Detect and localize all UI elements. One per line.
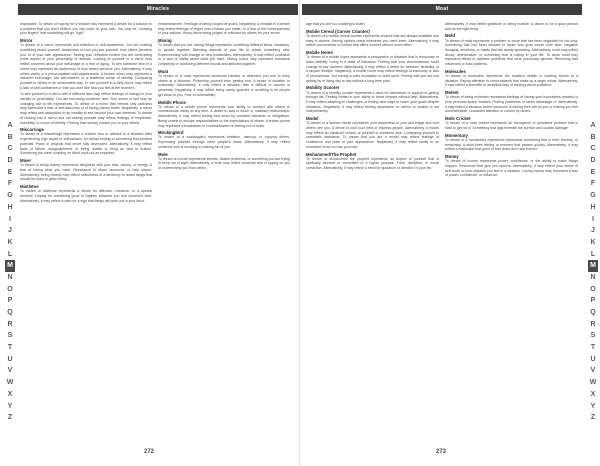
index-letter-d[interactable]: D: [590, 157, 596, 165]
index-letter-a[interactable]: A: [7, 122, 13, 129]
dictionary-entry: [445, 69, 578, 88]
index-letter-e[interactable]: E: [590, 168, 596, 176]
index-letter-v[interactable]: V: [590, 367, 596, 375]
index-letter-k[interactable]: K: [590, 238, 596, 246]
index-letter-w[interactable]: W: [6, 379, 14, 387]
index-letter-m[interactable]: M: [588, 260, 598, 272]
entry-text: To dream of a mobile phone represents your ability to connect with others or communicate easily at any time. A desire to stay in touch or maintain relationships. Alternatively, it may reflect feeling tied down by constant demands or obligations. Being unable to escape responsibilities or the expectations of others. A broken phone may represent a breakdown in communication or feeling out of touch.: [158, 104, 290, 128]
index-letter-y[interactable]: Y: [590, 402, 596, 410]
dictionary-entry: [306, 22, 439, 27]
entry-title: Mobile Home: [306, 50, 333, 56]
index-letter-o[interactable]: O: [7, 285, 13, 293]
index-letter-i[interactable]: I: [9, 215, 11, 223]
entry-text: To dream of a mirror represents self-reflection or self-awareness. You are noticing something about yourself. Awareness of how you see yourself, how others perceive you, or of your own appearance. Seeing your reflection means you are confronting some aspect of your personality or attitude. Looking at yourself in a mirror may reflect concerns about your self-image or a fear of aging. To see someone else in a mirror may represent an awareness of how others perceive you. Alternatively, it may reflect vanity or a preoccupation with appearances. A broken mirror may represent a distorted self-image, low self-esteem, or a shattered sense of identity. Comparing yourself to others in an unfavorable way. To see yourself in a dirty mirror may reflect a lack of self-confidence or that you don't like how you feel at the moment.: [20, 43, 152, 90]
entry-text: To dream of a fashion model represents your awareness of your self-image and how others see you. A desire to look your best or impress people. Alternatively, a model may reflect an idealized version of yourself or someone else. Comparing yourself to unrealistic standards. To dream that you are a model may reflect feelings of confidence and pride in your appearance. Negatively, it may reflect vanity or an excessive focus on how you look.: [306, 121, 439, 149]
dictionary-entry: [306, 85, 439, 114]
index-letter-x[interactable]: X: [7, 390, 13, 398]
entry-text: To dream of a moat represents emotional barriers or defenses you use to keep others at a distance. Protecting yourself from getting hurt. A sense of isolation or exclusivity. Alternatively, it may reflect a situation that is difficult to access or penetrate. Negatively, it may reflect being overly guarded or unwilling to let people get close to you. Fear of vulnerability.: [158, 74, 290, 97]
dictionary-entry: [20, 92, 152, 125]
dictionary-entry: [445, 33, 578, 66]
index-letter-i[interactable]: I: [592, 215, 594, 223]
entry-text: To dream of a mole represents secrets, hidden problems, or something you are trying to keep out of sight. Alternatively, a mole may reflect someone who is spying on you or undermining you from within.: [158, 156, 290, 171]
index-letter-k[interactable]: K: [7, 238, 13, 246]
index-letter-z[interactable]: Z: [590, 414, 596, 422]
entry-text: To dream of money represents power, confidence, or the ability to make things happen. Resources that give you options. Alternatively, it may reflect your sense of self-worth or how valuable you feel in a situation. Losing money may represent a loss of power, confidence, or influence.: [445, 159, 578, 178]
dictionary-entry: [158, 69, 290, 98]
entry-title: Miscarriage: [20, 127, 44, 133]
index-letter-p[interactable]: P: [590, 297, 596, 305]
entry-title: Molest: [445, 90, 459, 96]
index-letter-x[interactable]: X: [590, 390, 596, 398]
entry-text: To dream of mistletoe represents a desire for affection, romance, or a special moment. Hoping for something good to happen between you and someone else. Alternatively, it may reflect a wish for a sign that things will work out in your favor.: [20, 189, 152, 203]
index-letter-a[interactable]: A: [590, 122, 596, 129]
entry-title: Mold: [445, 33, 456, 39]
entry-text: To dream of a mockingbird represents imitation, mimicry, or copying others. Expressing yourself through other people's ideas. Alternatively, it may reflect someone who is mocking or making fun of you.: [158, 135, 290, 149]
index-letter-j[interactable]: J: [8, 227, 12, 235]
dictionary-entry: [20, 38, 152, 90]
entry-title: Mobility Scooter: [306, 85, 340, 91]
dictionary-entry: [20, 184, 152, 203]
entry-text: To dream of a momentary experience represents something that is brief, fleeting, or temporary. A short-lived feeling or moment that passes quickly. Alternatively, it may reflect a realization that good or bad times don't last forever.: [445, 137, 578, 152]
entry-title: Mole Cricket: [445, 116, 471, 122]
index-letter-h[interactable]: H: [590, 203, 596, 211]
index-letter-e[interactable]: E: [7, 168, 13, 176]
index-letter-o[interactable]: O: [590, 285, 596, 293]
index-letter-d[interactable]: D: [7, 157, 13, 165]
index-letter-r[interactable]: R: [590, 320, 596, 328]
entry-text: To dream of mold represents a problem or issue that has been neglected for too long. Something that has been allowed to fester and grow worse over time. Negative thoughts, emotions, or habits that are slowly spreading. Alternatively, mold may reflect decay, deterioration, or something that is rotting in your life. To clean mold may represent efforts to address problems that were previously ignored. Removing bad influences or toxic patterns.: [445, 38, 578, 67]
dictionary-entry: [445, 22, 578, 31]
index-letter-j[interactable]: J: [591, 227, 595, 235]
dictionary-entry: [445, 133, 578, 152]
right-page-number: 273: [436, 449, 447, 455]
dictionary-entry: [158, 100, 290, 129]
alphabet-index-right: [588, 120, 598, 424]
index-letter-v[interactable]: V: [7, 367, 13, 375]
right-page-columns: [306, 22, 578, 180]
index-letter-m[interactable]: M: [5, 260, 15, 272]
index-letter-n[interactable]: N: [590, 273, 596, 281]
right-column-1: [306, 22, 439, 180]
entry-title: Moat: [158, 68, 169, 74]
dictionary-entry: [445, 90, 578, 114]
entry-title: Mockingbird: [158, 130, 184, 136]
entry-text: To dream of a miscarriage represents a sudden loss or setback in a situation after experiencing high hopes or enthusiasm. An abrupt ending to something that showed potential. Plans or projects that never fully developed. Alternatively, it may reflect fears of failure, disappointment, or being unable to bring an idea to fruition. Something you were counting on didn't work out as expected.: [20, 132, 152, 156]
entry-text: age that you are too unwilling to listen.: [306, 22, 366, 26]
index-letter-b[interactable]: B: [590, 133, 596, 141]
entry-title: Mixing: [158, 38, 172, 44]
entry-text: To dream of Mohammed the prophet represents an aspect of yourself that is spiritually devoted or committed to a higher purpose. Faith, discipline, or moral conviction. Alternatively, it may reflect a need for guidance or direction in your life.: [306, 156, 439, 171]
dictionary-entry: [445, 154, 578, 178]
index-letter-n[interactable]: N: [7, 273, 13, 281]
index-letter-w[interactable]: W: [589, 379, 597, 387]
entry-title: Miser: [20, 157, 32, 163]
left-page-number: 272: [144, 449, 155, 455]
dictionary-entry: [306, 152, 439, 171]
index-letter-c[interactable]: C: [7, 145, 13, 153]
dictionary-entry: [20, 158, 152, 182]
dictionary-entry: [306, 29, 439, 48]
left-column-1: [20, 22, 152, 205]
dictionary-entry: [306, 50, 439, 83]
alphabet-index-left: [5, 120, 15, 424]
index-letter-f[interactable]: F: [590, 180, 596, 188]
right-page-header: Moat: [302, 4, 582, 15]
entry-title: Mistletoe: [20, 184, 39, 189]
index-letter-t[interactable]: T: [7, 344, 13, 352]
index-letter-q[interactable]: Q: [7, 309, 13, 316]
entry-title: Money: [445, 154, 459, 160]
dictionary-entry: [20, 22, 152, 36]
entry-title: Mobile Cereal (Corner Counter): [306, 28, 370, 34]
right-column-2: [445, 22, 578, 180]
index-letter-u[interactable]: U: [7, 355, 13, 363]
index-letter-l[interactable]: L: [7, 250, 13, 258]
index-letter-z[interactable]: Z: [7, 414, 13, 422]
index-letter-s[interactable]: S: [590, 332, 596, 340]
dictionary-entry: [445, 116, 578, 131]
entry-title: Molecules: [445, 68, 466, 74]
entry-text: To see yourself in a mirror with a different face may reflect feelings of change in your identity or personality. You are becoming someone new. Your sense of self may be changing due to life experiences. To dream of a mirror that reflects only darkness may symbolize a fear of self-discovery or of facing painful truths. Negatively, a mirror may reflect self-absorption or an inability to see beyond your own interests. To dream of looking into a mirror and not seeing yourself may reflect feelings of emptiness, invisibility, or a loss of identity. Feeling that nobody notices you or your efforts.: [20, 92, 152, 125]
entry-title: Mole: [158, 151, 168, 157]
dictionary-entry: [20, 127, 152, 156]
entry-text: To dream that you are mixing things represents combining different ideas, situations, or people together. Blending aspects of your life to create something new. Experimenting with change or new possibilities. Alternatively, it may reflect confusion or a lack of clarity about what you want. Mixing colors may represent emotional complexity or combining different moods and attitudes together.: [158, 43, 290, 67]
entry-text: To dream of a mobility scooter represents a need for assistance or support in getting through life. Feeling limited in your ability to move forward without help. Alternatively, it may reflect adapting to challenges or finding new ways to reach your goals despite obstacles. Negatively, it may reflect feeling dependent on others or unable to act independently.: [306, 90, 439, 114]
dictionary-entry: [158, 22, 290, 36]
index-letter-c[interactable]: C: [590, 145, 596, 153]
entry-text: impossible. To dream of hoping for a miracle may represent a desire for a solution to a problem that you don't believe you can solve on your own. You may be "crossing your fingers" that something will go "right.": [20, 22, 152, 36]
dictionary-entry: [158, 38, 290, 67]
index-letter-p[interactable]: P: [7, 297, 13, 305]
index-letter-h[interactable]: H: [7, 203, 13, 211]
entry-title: Mohammed/The Prophet: [306, 151, 357, 157]
entry-text: To dream of being miserly represents stinginess with your time, money, or energy. A fear of losing what you have. Reluctance to share resources or help others. Alternatively, being miserly may reflect selfishness or a tendency to hoard things that should be used or given freely.: [20, 163, 152, 182]
left-page-columns: [20, 22, 290, 205]
dictionary-entry: [158, 130, 290, 149]
entry-title: Mirror: [20, 38, 33, 44]
index-letter-g[interactable]: G: [590, 192, 596, 200]
entry-text: To dream of being molested represents feelings of having your boundaries violated or your personal space invaded. Feeling powerless or taken advantage of. Alternatively, it may reflect a situation where someone is forcing their will on you or making you feel uncomfortable. Unwanted attention or control by others.: [445, 95, 578, 114]
entry-title: Model: [306, 116, 319, 122]
index-letter-f[interactable]: F: [7, 180, 13, 188]
entry-text: To dream of a mobile home represents a perspective or situation that is temporary or lacks stability. Living in a state of transition. Feeling that your circumstances could change at any moment. Alternatively, it may reflect a desire for freedom, flexibility, or a simpler lifestyle. Negatively, a mobile home may reflect feelings of insecurity or lack of permanence. Not having a solid foundation to build upon. Feeling that you are just getting by or living day to day without a long-term plan.: [306, 55, 439, 83]
index-letter-l[interactable]: L: [590, 250, 596, 258]
entry-text: To dream of a mole cricket represents an annoyance or persistent problem that is hard to get rid of. Something that digs beneath the surface and causes damage.: [445, 121, 578, 131]
entry-text: Alternatively, it may reflect gratitude or being humble. A desire to be a good person and do the right thing.: [445, 22, 578, 31]
entry-text: To dream of molecules represents the smallest details or building blocks of a situation. Paying attention to minor aspects that make up a larger whole. Alternatively, it may reflect a scientific or analytical way of thinking about problems.: [445, 74, 578, 88]
entry-title: Mobile Phone: [158, 99, 186, 105]
entry-text: To dream of a mobile cereal counter represents choices that are always available and easy to access. Having options ready whenever you need them. Alternatively, it may reflect convenience or routine that offers comfort without much effort.: [306, 33, 439, 48]
entry-text: embarrassment. Feelings of being caught off guard. Negatively, a mistake in a dream may reflect feelings of regret over choices you made, or a fear of the consequences of your actions. Worry about being judged or criticized by others for your errors.: [158, 22, 290, 36]
left-column-2: [158, 22, 290, 205]
index-letter-y[interactable]: Y: [7, 402, 13, 410]
index-letter-g[interactable]: G: [7, 192, 13, 200]
index-letter-t[interactable]: T: [590, 344, 596, 352]
index-letter-r[interactable]: R: [7, 320, 13, 328]
entry-title: Momentary: [445, 132, 468, 138]
index-letter-q[interactable]: Q: [590, 309, 596, 316]
left-page-header: Miracles: [18, 4, 298, 15]
index-letter-u[interactable]: U: [590, 355, 596, 363]
right-page: [300, 0, 600, 466]
index-letter-b[interactable]: B: [7, 133, 13, 141]
index-letter-s[interactable]: S: [7, 332, 13, 340]
dictionary-entry: [306, 116, 439, 149]
dictionary-entry: [158, 152, 290, 171]
